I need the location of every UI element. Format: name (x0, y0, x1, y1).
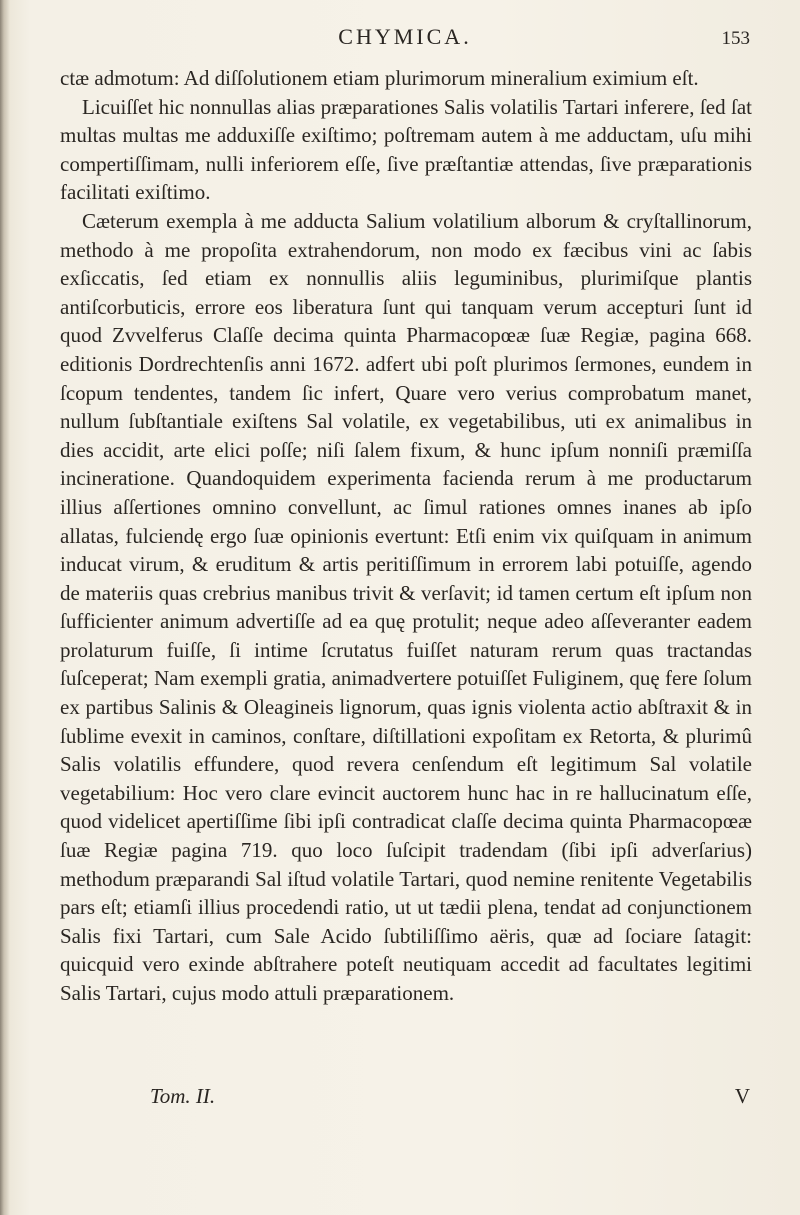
page-binding-edge (0, 0, 10, 1215)
paragraph-continuation: ctæ admotum: Ad diſſolutionem etiam plurimorum mineralium eximium eſt. (60, 66, 699, 90)
tome-label: Tom. II. (150, 1084, 216, 1108)
running-head: CHYMICA. (338, 24, 472, 49)
page-footer (60, 1084, 752, 1116)
signature-mark: V (734, 1084, 750, 1108)
paragraph: Licuiſſet hic nonnullas alias præparationes Salis volatilis Tartari inferere, ſed ſat multas multas me adduxiſſe exiſtimo; poſtremam autem à me adductam, uſu mihi compertiſſimam, nulli inferiorem eſſe, ſive præſtantiæ attendas, ſive præparationis facilitati exiſtimo. (60, 94, 752, 205)
page-header (60, 18, 750, 58)
paragraph: Cæterum exempla à me adducta Salium volatilium alborum & cryſtallinorum, methodo à me propoſita extrahendorum, non modo ex fæcibus vini ac ſabis exſiccatis, ſed etiam ex nonnullis aliis leguminibus, plurimiſque plantis antiſcorbuticis, errore eos liberatura ſunt qui tanquam verum accepturi ſunt id quod Zvvelferus Claſſe decima quinta Pharmacopœæ ſuæ Regiæ, pagina 668. editionis Dordrechtenſis anni 1672. adfert ubi poſt plurimos ſermones, eundem in ſcopum tendentes, tandem ſic infert, Quare vero verius comprobatum manet, nullum ſubſtantiale exiſtens Sal volatile, ex vegetabilibus, uti ex animalibus in dies accidit, arte elici poſſe; niſi ſalem fixum, & hunc ipſum nonniſi præmiſſa incineratione. Quandoquidem experimenta facienda rerum à me productarum illius aſſertiones omnino convellunt, ac ſimul rationes omnes inanes ab ipſo allatas, fulciendę ergo ſuæ opinionis evertunt: Etſi enim vix quiſquam in animum inducat virum, & eruditum & artis peritiſſimum in errorem labi potuiſſe, agendo de materiis quas crebrius manibus trivit & verſavit; id tamen certum eſt ipſum non ſufficienter animum advertiſſe ad ea quę protulit; neque adeo aſſeveranter eadem prolaturum fuiſſe, ſi intime ſcrutatus fuiſſet naturam rerum quas tractandas ſuſceperat; Nam exempli gratia, animadvertere potuiſſet Fuliginem, quę fere ſolum ex partibus Salinis & Oleagineis lignorum, quas ignis violenta actio abſtraxit & in ſublime evexit in caminos, conſtare, diſtillationi expoſitam ex Retorta, & plurimû Salis volatilis effundere, quod revera cenſendum eſt legitimum Sal volatile vegetabilium: Hoc vero clare evincit auctorem hunc hac in re hallucinatum eſſe, quod videlicet apertiſſime ſibi ipſi contradicat claſſe decima quinta Pharmacopœæ ſuæ Regiæ pagina 719. quo loco ſuſcipit tradendam (ſibi ipſi adverſarius) methodum præparandi Sal iſtud volatile Tartari, quod nemine renitente Vegetabilis pars eſt; etiamſi illius procedendi ratio, ut ut tædii plena, tendat ad conjunctionem Salis fixi Tartari, cum Sale Acido ſubtiliſſimo aëris, quæ ad ſociare ſatagit: quicquid vero exinde abſtrahere poteſt neutiquam accedit ad facultates legitimi Salis Tartari, cujus modo attuli præparationem. (60, 208, 752, 1005)
page-number: 153 (721, 28, 750, 49)
body-text (60, 64, 752, 1008)
